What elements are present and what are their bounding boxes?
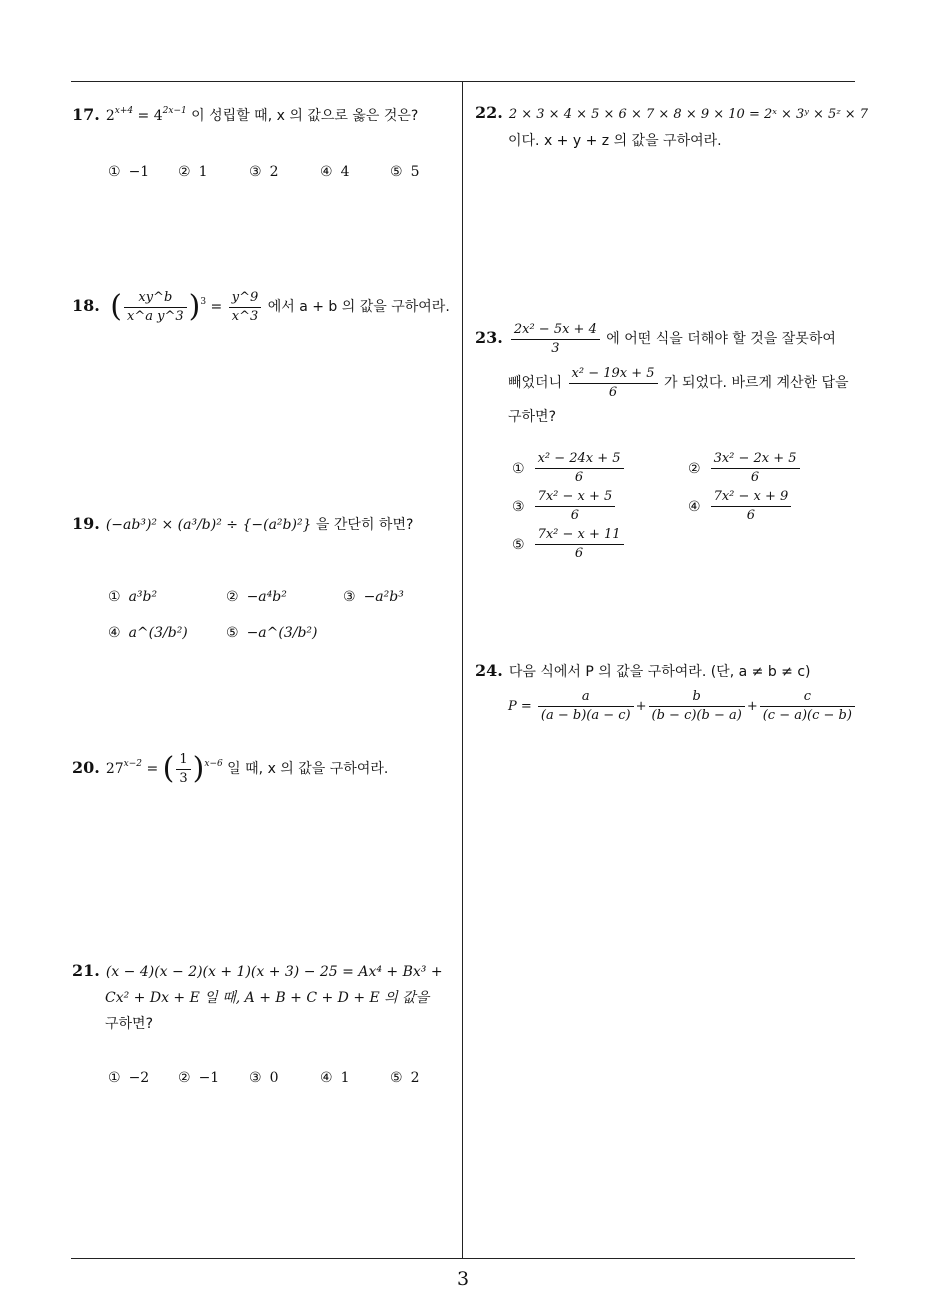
right-paren: ): [192, 751, 205, 786]
problem-line-1: 21. (x − 4)(x − 2)(x + 1)(x + 3) − 25 = Ax⁴ + Bx³ +: [72, 961, 443, 980]
problem-line-3: 구하면?: [508, 409, 557, 425]
fraction-term-3: $\frac{c}{(c - a)(c - b)}$: [760, 688, 855, 725]
numerator: y^9: [229, 289, 262, 308]
numerator: xy^b: [124, 289, 187, 308]
choice-4[interactable]: ④ $\frac{\text{7x² − x + 9}}{6}$: [688, 488, 793, 525]
choice-4[interactable]: ④ 1: [320, 1070, 350, 1086]
rhs-fraction: [229, 289, 262, 326]
denominator: 6: [608, 384, 618, 400]
choice-3[interactable]: ③ 0: [249, 1070, 279, 1086]
problem-text: 일 때, x 의 값을 구하여라.: [222, 761, 389, 777]
problem-line-2: 빼었더니 $\frac{\text{x² − 19x + 5}}{6}$ 가 되었다. 바르게 계산한 답을: [508, 365, 849, 400]
fraction: [176, 751, 190, 788]
math-base: 27: [105, 761, 124, 777]
problem-text: 이 성립할 때, x 의 값으로 옳은 것은?: [186, 108, 419, 124]
problem-text: 에서 a + b 의 값을 구하여라.: [263, 299, 450, 315]
problem-number: 23.: [475, 328, 503, 347]
choice-5[interactable]: ⑤ $\frac{\text{7x² − x + 11}}{6}$: [512, 526, 626, 563]
problem-17: [72, 102, 457, 129]
choices-23: [512, 450, 852, 570]
choices-17: [108, 162, 458, 182]
problem-text: 을 간단히 하면?: [311, 517, 414, 533]
numerator: x² − 19x + 5: [569, 365, 658, 384]
choice-3[interactable]: ③ $\frac{\text{7x² − x + 5}}{6}$: [512, 488, 617, 525]
math-expression: (−ab³)² × (a³/b)² ÷ {−(a²b)²}: [105, 517, 312, 533]
problem-number: 19.: [72, 514, 100, 533]
problem-line-1: 23. $\frac{\text{2x² − 5x + 4}}{3}$ 에 어떤 식을 더해야 할 것을 잘못하여: [475, 321, 836, 356]
choice-2[interactable]: ② −1: [178, 1070, 220, 1086]
problem-line-1: 24. 다음 식에서 P 의 값을 구하여라. (단, a ≠ b ≠ c): [475, 661, 811, 680]
problem-20: [72, 748, 457, 789]
choice-1[interactable]: ① $\frac{\text{x² − 24x + 5}}{6}$: [512, 450, 626, 487]
denominator: x^a y^3: [127, 308, 184, 324]
fraction: [124, 289, 187, 326]
problem-number: 18.: [72, 296, 100, 315]
choice-2[interactable]: ② $\frac{\text{3x² − 2x + 5}}{6}$: [688, 450, 802, 487]
problem-24: [475, 658, 865, 729]
bottom-rule: [71, 1258, 855, 1259]
choice-5[interactable]: ⑤ 5: [390, 164, 420, 180]
numerator: 2x² − 5x + 4: [511, 321, 600, 340]
choice-4[interactable]: ④ a^(3/b²): [108, 625, 188, 641]
math-exponent: x+4: [114, 106, 134, 116]
math-equals: =: [210, 299, 223, 315]
left-paren: (: [110, 289, 123, 324]
plus-sign: +: [635, 699, 647, 714]
denominator: 3: [179, 770, 188, 786]
choice-1[interactable]: ① −1: [108, 164, 150, 180]
problem-line-2: 이다. x + y + z 의 값을 구하여라.: [508, 133, 722, 149]
math-exponent: x−2: [123, 759, 143, 769]
problem-number: 24.: [475, 661, 503, 680]
problem-number: 22.: [475, 103, 503, 122]
choice-3[interactable]: ③ −a²b³: [343, 589, 404, 605]
choice-2[interactable]: ② 1: [178, 164, 208, 180]
problem-line-2: [475, 685, 865, 729]
fraction: [511, 321, 600, 358]
math-base: 2: [105, 108, 115, 124]
math-equals: = 4: [133, 108, 163, 124]
numerator: 1: [176, 751, 190, 770]
right-paren: ): [188, 289, 201, 324]
problem-18: [72, 288, 457, 326]
choice-5[interactable]: ⑤ −a^(3/b²): [226, 625, 318, 641]
choice-5[interactable]: ⑤ 2: [390, 1070, 420, 1086]
top-rule: [71, 81, 855, 82]
choice-1[interactable]: ① −2: [108, 1070, 150, 1086]
choice-2[interactable]: ② −a⁴b²: [226, 589, 287, 605]
left-paren: (: [162, 751, 175, 786]
fraction-term-2: $\frac{b}{(b - c)(b - a)}$: [649, 688, 745, 725]
column-divider: [462, 82, 463, 1258]
math-exponent: 2x−1: [162, 106, 187, 116]
problem-23: [475, 316, 865, 429]
outer-exponent: 3: [200, 297, 207, 307]
problem-22: [475, 100, 869, 154]
problem-line-2: Cx² + Dx + E 일 때, A + B + C + D + E 의 값을: [105, 990, 430, 1006]
choices-19: [108, 587, 458, 643]
problem-number: 21.: [72, 961, 100, 980]
choice-3[interactable]: ③ 2: [249, 164, 279, 180]
math-exponent: x−6: [204, 759, 223, 769]
page-number: 3: [456, 1268, 470, 1290]
math-equals: =: [142, 761, 163, 777]
problem-line-1: 22. 2 × 3 × 4 × 5 × 6 × 7 × 8 × 9 × 10 = 2ˣ × 3ʸ × 5ᶻ × 7: [475, 103, 869, 122]
problem-21: [72, 958, 457, 1037]
problem-number: 20.: [72, 758, 100, 777]
problem-line-3: 구하면?: [105, 1016, 154, 1032]
choice-4[interactable]: ④ 4: [320, 164, 350, 180]
math-lhs: P =: [508, 699, 536, 714]
denominator: x^3: [231, 308, 259, 324]
choice-1[interactable]: ① a³b²: [108, 589, 158, 605]
plus-sign: +: [746, 699, 758, 714]
fraction: [569, 365, 658, 402]
problem-19: [72, 502, 457, 547]
choices-21: [108, 1068, 458, 1088]
denominator: 3: [551, 340, 560, 356]
problem-number: 17.: [72, 105, 100, 124]
fraction-term-1: $\frac{a}{(a - b)(a - c)}$: [538, 688, 634, 725]
